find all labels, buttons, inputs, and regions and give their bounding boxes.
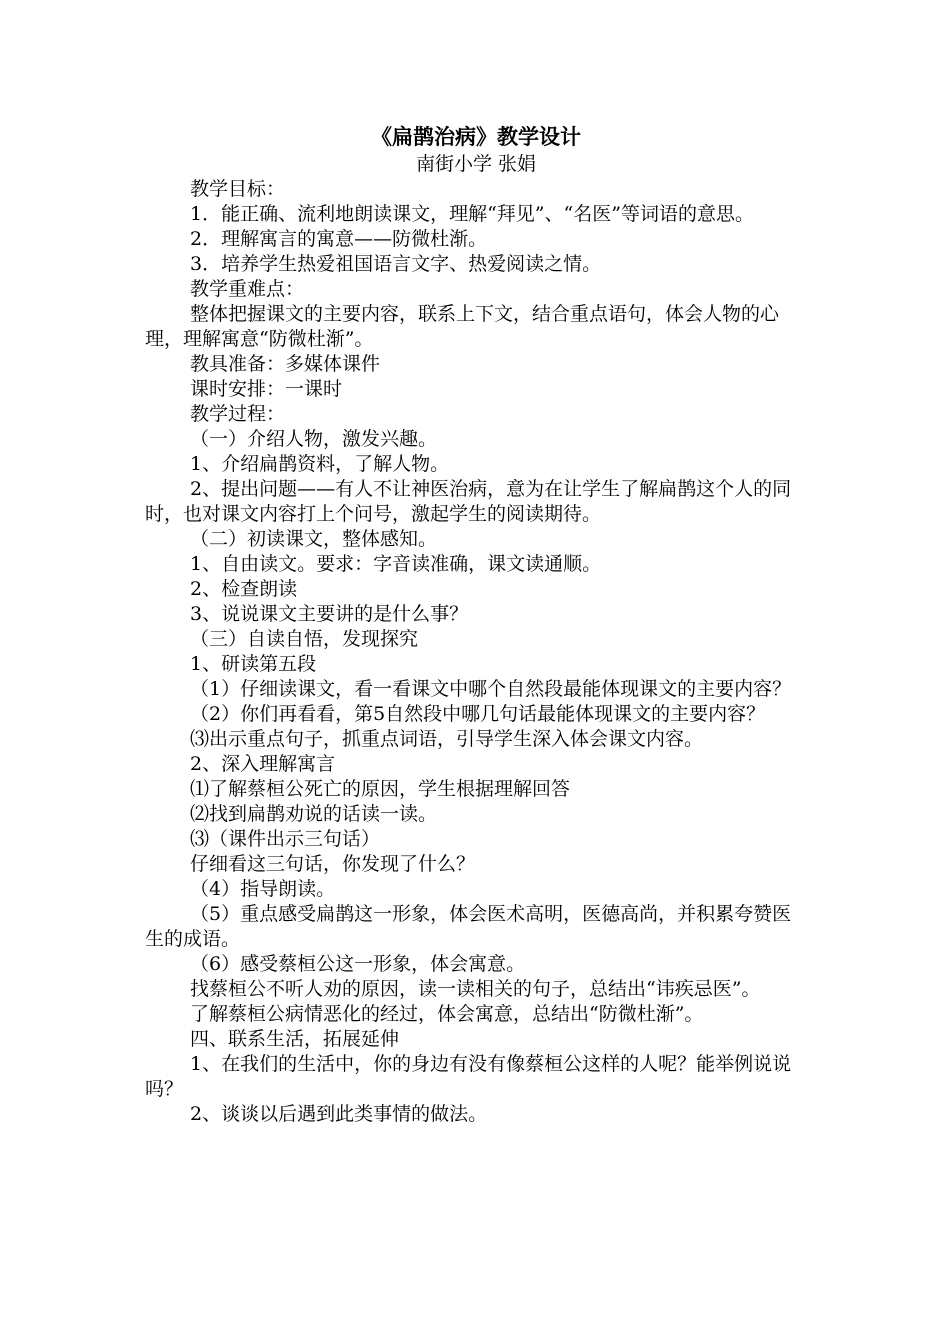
document-body (145, 122, 807, 1127)
paragraph: （1）仔细读课文，看一看课文中哪个自然段最能体现课文的主要内容？ (190, 678, 792, 700)
paragraph: 1、在我们的生活中，你的身边有没有像蔡桓公这样的人呢？能举例说说吗？ (145, 1053, 792, 1100)
paragraph: 1、研读第五段 (190, 653, 317, 675)
paragraph: （二）初读课文，整体感知。 (190, 528, 438, 550)
paragraph: 2、深入理解寓言 (190, 753, 336, 775)
paragraph: （一）介绍人物，激发兴趣。 (190, 428, 438, 450)
paragraph: ⑵找到扁鹊劝说的话读一读。 (190, 803, 438, 825)
paragraph: 教具准备：多媒体课件 (190, 353, 381, 375)
paragraph: ⑶（课件出示三句话） (190, 828, 381, 850)
document-title: 《扁鹊治病》教学设计 (371, 124, 581, 149)
paragraph: 仔细看这三句话，你发现了什么？ (190, 853, 476, 875)
paragraph: （6）感受蔡桓公这一形象，体会寓意。 (190, 953, 526, 975)
paragraph: 3．培养学生热爱祖国语言文字、热爱阅读之情。 (190, 253, 602, 275)
paragraph: ⑴了解蔡桓公死亡的原因，学生根据理解回答 (190, 778, 571, 800)
document-author: 南街小学 张娟 (415, 153, 537, 175)
paragraph: 教学重难点： (190, 278, 305, 300)
paragraph: 1．能正确、流利地朗读课文，理解“拜见”、“名医”等词语的意思。 (190, 203, 754, 225)
paragraph: （2）你们再看看，第5自然段中哪几句话最能体现课文的主要内容？ (190, 703, 766, 725)
paragraph: 1、自由读文。要求：字音读准确，课文读通顺。 (190, 553, 602, 575)
paragraph: 整体把握课文的主要内容，联系上下文，结合重点语句，体会人物的心理，理解寓意“防微杜渐”。 (145, 303, 780, 350)
paragraph: ⑶出示重点句子，抓重点词语，引导学生深入体会课文内容。 (190, 728, 704, 750)
paragraph: 3、说说课文主要讲的是什么事？ (190, 603, 469, 625)
paragraph: 课时安排：一课时 (190, 378, 343, 400)
paragraph: 2、检查朗读 (190, 578, 298, 600)
paragraph: 1、介绍扁鹊资料，了解人物。 (190, 453, 450, 475)
paragraph: 教学过程： (190, 403, 286, 425)
paragraph-list (145, 177, 807, 1127)
paragraph: 2．理解寓言的寓意——防微杜渐。 (190, 228, 488, 250)
paragraph: 2、提出问题——有人不让神医治病，意为在让学生了解扁鹊这个人的同时，也对课文内容打上个问号，激起学生的阅读期待。 (145, 478, 792, 525)
paragraph: （5）重点感受扁鹊这一形象，体会医术高明，医德高尚，并积累夸赞医生的成语。 (145, 903, 792, 950)
paragraph: （三）自读自悟，发现探究 (190, 628, 419, 650)
paragraph: 教学目标： (190, 178, 286, 200)
paragraph: 了解蔡桓公病情恶化的经过，体会寓意，总结出“防微杜渐”。 (190, 1003, 704, 1025)
paragraph: 2、谈谈以后遇到此类事情的做法。 (190, 1103, 488, 1125)
paragraph: 四、联系生活，拓展延伸 (190, 1028, 400, 1050)
paragraph: （4）指导朗读。 (190, 878, 336, 900)
paragraph: 找蔡桓公不听人劝的原因，读一读相关的句子，总结出“讳疾忌医”。 (190, 978, 761, 1000)
